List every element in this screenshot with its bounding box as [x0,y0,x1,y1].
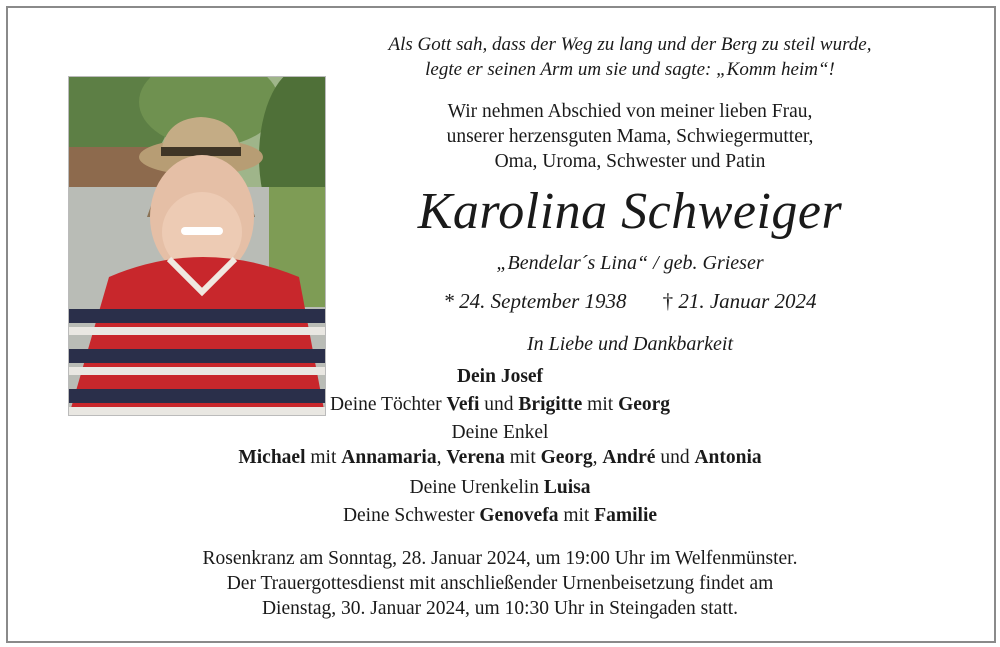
life-dates [330,289,930,314]
deceased-name: Karolina Schweiger [417,183,843,240]
nickname: „Bendelar´s Lina“ / geb. Grieser [496,252,764,274]
comma: , [592,447,598,468]
sister-name: Genovefa [479,505,559,526]
birth-date: * 24. September 1938 [443,289,627,313]
family-label: Familie [594,505,658,526]
grandchild-name: Annamaria [341,447,437,468]
grandchildren-label: Deine Enkel [451,422,549,443]
connector: mit [563,505,590,526]
connector: mit [587,394,614,415]
service-info [0,546,1000,621]
son-in-law-name: Georg [618,394,671,415]
daughter-name: Brigitte [518,394,583,415]
intro-text [330,99,930,174]
connector: mit [509,447,536,468]
verse [330,32,930,82]
grandchild-name: André [602,447,656,468]
daughters-line [0,394,1000,416]
service-line: Dienstag, 30. Januar 2024, um 10:30 Uhr in Steingaden statt. [261,598,739,619]
husband-name: Dein Josef [456,366,544,387]
service-line: Rosenkranz am Sonntag, 28. Januar 2024, um 19:00 Uhr im Welfenmünster. [202,548,798,569]
comma: , [436,447,442,468]
sister-line [0,505,1000,527]
verse-line: Als Gott sah, dass der Weg zu lang und der Berg zu steil wurde, [388,34,872,55]
great-grandchild-label: Deine Urenkelin [409,477,539,498]
service-line: Der Trauergottesdienst mit anschließender Urnenbeisetzung findet am [226,573,774,594]
husband-line [0,366,1000,388]
grandchild-name: Georg [540,447,593,468]
grandchild-name: Verena [446,447,505,468]
daughters-label: Deine Töchter [329,394,442,415]
grandchild-name: Antonia [694,447,762,468]
great-grandchild-name: Luisa [543,477,591,498]
portrait-photo [68,76,326,416]
great-grandchild-line [0,477,1000,499]
cross-icon: † [662,289,674,313]
connector: mit [310,447,337,468]
grandchildren-line [0,447,1000,469]
intro-line: Oma, Uroma, Schwester und Patin [494,151,766,172]
intro-line: Wir nehmen Abschied von meiner lieben Frau, [447,101,813,122]
intro-line: unserer herzensguten Mama, Schwiegermutter, [446,126,814,147]
sister-label: Deine Schwester [342,505,475,526]
verse-line: legte er seinen Arm um sie und sagte: „Komm heim“! [425,59,835,80]
death-date: 21. Januar 2024 [678,289,817,313]
connector: und [660,447,690,468]
love-line: In Liebe und Dankbarkeit [526,333,734,355]
daughter-name: Vefi [446,394,480,415]
connector: und [484,394,514,415]
grandchild-name: Michael [238,447,306,468]
